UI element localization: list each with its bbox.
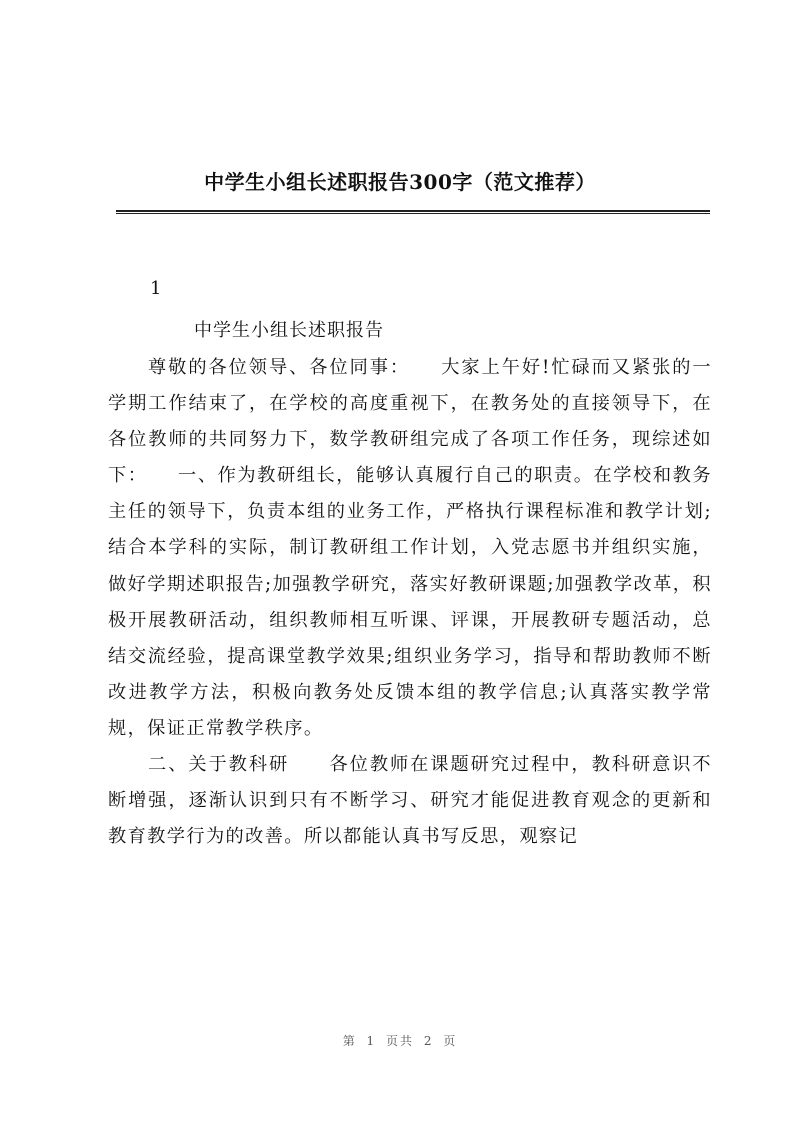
- page-number-footer: 第 1 页共 2 页: [342, 1034, 458, 1048]
- document-title: 中学生小组长述职报告300字（范文推荐）: [204, 170, 596, 194]
- report-subtitle: 中学生小组长述职报告: [194, 320, 384, 341]
- report-body: [108, 350, 712, 855]
- paragraph-intro: 尊敬的各位领导、各位同事： 大家上午好!忙碌而又紧张的一学期工作结束了，在学校的高度重视下，在教务处的直接领导下，在各位教师的共同努力下，数学教研组完成了各项工作任务，现综述如下： 一、作为教研组长，能够认真履行自己的职责。在学校和教务主任的领导下，负责本组的业务工作，严格执行课程标准和教学计划;结合本学科的实际，制订教研组工作计划，入党志愿书并组织实施，做好学期述职报告;加强教学研究，落实好教研课题;加强教学改革，积极开展教研活动，组织教师相互听课、评课，开展教研专题活动，总结交流经验，提高课堂教学效果;组织业务学习，指导和帮助教师不断改进教学方法，积极向教务处反馈本组的教学信息;认真落实教学常规，保证正常教学秩序。: [108, 357, 712, 739]
- title-divider: [116, 210, 710, 214]
- section-number: 1: [150, 278, 162, 299]
- paragraph-research: 二、关于教科研 各位教师在课题研究过程中，教科研意识不断增强，逐渐认识到只有不断学习、研究才能促进教育观念的更新和教育教学行为的改善。所以都能认真书写反思，观察记: [108, 754, 712, 848]
